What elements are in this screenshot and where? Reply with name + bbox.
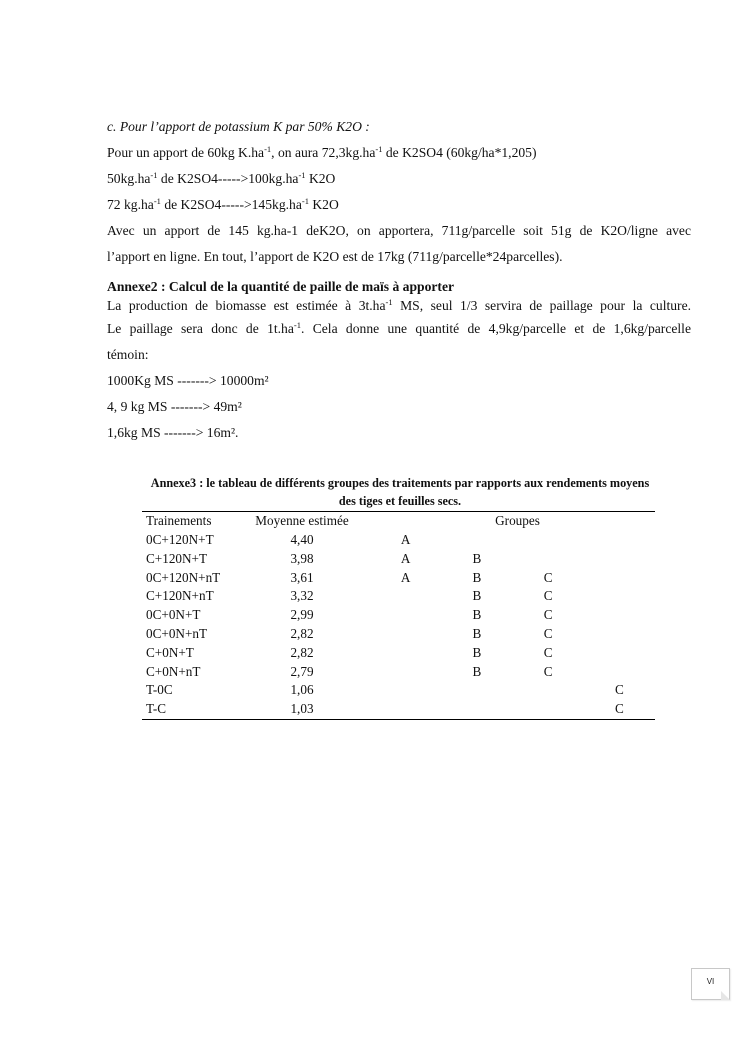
annex3-caption-line-2: des tiges et feuilles secs. (338, 494, 462, 508)
cell-group-c2 (584, 606, 655, 625)
cell-treatment: 0C+0N+T (146, 607, 201, 623)
annex2-title: Annexe2 : Calcul de la quantité de paille de maïs à apporter (107, 279, 455, 294)
cell-group-b: B (472, 550, 482, 566)
annex2-line-2: Le paillage sera donc de $1t.ha^{-1}$. Cela donne une quantité de 4,9kg/parcelle et de 1,6kg/parcelle (107, 320, 691, 336)
document-body (107, 114, 691, 446)
section-c-line-4: Avec un apport de 145 kg.ha-1 deK2O, on apportera, 711g/parcelle soit 51g de K2O/ligne avec (107, 223, 691, 238)
cell-mean: 3,61 (290, 569, 314, 585)
cell-treatment: C+0N+nT (146, 663, 201, 679)
cell-group-c (513, 531, 584, 550)
cell-mean: 1,03 (290, 701, 314, 717)
section-c-title: c. Pour l’apport de potassium K par 50% K2O : (107, 119, 370, 134)
cell-group-c (513, 700, 584, 719)
section-c-line-3: 72 $kg.ha^{-1}$ de $K2SO4----->145kg.ha^{-1}$ K2O (107, 196, 339, 212)
cell-group-a (370, 644, 441, 663)
cell-group-b: B (472, 569, 482, 585)
cell-mean: 4,40 (290, 532, 314, 547)
annex3-caption-line-1: Annexe3 : le tableau de différents groupes des traitements par rapports aux rendements moyens (150, 476, 650, 490)
annex2-line-6: 1,6kg MS -------> 16m². (107, 425, 239, 440)
table-row (142, 531, 655, 550)
cell-group-c: C (543, 569, 553, 585)
table-bottom-rule (142, 719, 655, 720)
cell-mean: 3,32 (290, 588, 314, 604)
cell-group-c: C (543, 644, 553, 660)
cell-mean: 2,82 (290, 625, 314, 641)
cell-group-b: B (472, 644, 482, 660)
cell-treatment: C+0N+T (146, 644, 194, 660)
table-row (142, 587, 655, 606)
annex3-table (142, 511, 655, 720)
cell-group-c: C (543, 588, 553, 604)
page-number-badge (691, 968, 730, 1000)
cell-group-a: A (400, 550, 411, 566)
annex3-caption (110, 474, 690, 510)
table-row (142, 606, 655, 625)
cell-group-a (370, 681, 441, 700)
cell-group-b (441, 681, 512, 700)
cell-mean: 2,82 (290, 644, 314, 660)
cell-group-c2 (584, 625, 655, 644)
cell-group-c2 (584, 644, 655, 663)
section-c-line-5: l’apport en ligne. En tout, l’apport de K2O est de 17kg (711g/parcelle*24parcelles). (107, 249, 563, 264)
cell-group-a: A (400, 569, 411, 585)
cell-group-c: C (543, 663, 553, 679)
section-c-line-2: $50kg.ha^{-1}$ de $K2SO4----->100kg.ha^{-1}$ K2O (107, 170, 336, 186)
cell-group-b (441, 700, 512, 719)
annex2-line-5: 4, 9 kg MS -------> 49m² (107, 399, 242, 414)
table-row (142, 625, 655, 644)
annex2-line-1: La production de biomasse est estimée à $3t.ha^{-1}$ MS, seul 1/3 servira de paillage pour la culture. (107, 297, 691, 313)
cell-group-c (513, 681, 584, 700)
header-groups: Groupes (495, 513, 540, 529)
annex2-line-4: 1000Kg MS -------> 10000m² (107, 373, 269, 388)
cell-group-b: B (472, 588, 482, 604)
cell-mean: 3,98 (290, 550, 314, 566)
cell-mean: 2,99 (290, 607, 314, 623)
cell-treatment: 0C+0N+nT (146, 625, 208, 641)
cell-treatment: 0C+120N+nT (146, 569, 221, 585)
cell-group-c2 (584, 531, 655, 550)
cell-group-b: B (472, 625, 482, 641)
page-fold-icon (721, 991, 730, 1000)
cell-group-c: C (543, 607, 553, 623)
table-row (142, 644, 655, 663)
table-row (142, 550, 655, 569)
cell-group-b: B (472, 607, 482, 623)
cell-group-c2 (584, 550, 655, 569)
cell-group-a (370, 606, 441, 625)
cell-group-a (370, 625, 441, 644)
cell-treatment: T-0C (146, 682, 173, 698)
table-header-row (142, 512, 655, 531)
header-treatment: Trainements (146, 513, 212, 529)
section-c-line-1: Pour un apport de 60kg $K.ha^{-1}$, on aura $72,3kg.ha^{-1}$ de K2SO4 (60kg/ha*1,205) (107, 144, 537, 160)
table-row (142, 700, 655, 719)
cell-group-a (370, 663, 441, 682)
cell-group-c2 (584, 587, 655, 606)
table-body (142, 531, 655, 719)
cell-treatment: 0C+120N+T (146, 532, 214, 547)
annex2-line-3: témoin: (107, 347, 149, 362)
cell-group-b (441, 531, 512, 550)
cell-group-a (370, 700, 441, 719)
header-mean: Moyenne estimée (255, 513, 349, 529)
cell-group-c2 (584, 663, 655, 682)
page-number: VI (706, 977, 715, 986)
cell-group-c: C (543, 625, 553, 641)
cell-mean: 1,06 (290, 682, 314, 698)
table-row (142, 663, 655, 682)
cell-treatment: C+120N+T (146, 550, 208, 566)
cell-group-c2: C (614, 682, 624, 698)
cell-group-c2 (584, 569, 655, 588)
cell-treatment: C+120N+nT (146, 588, 214, 604)
groups-table (142, 512, 655, 719)
cell-treatment: T-C (146, 701, 167, 717)
cell-group-c2: C (614, 701, 624, 717)
cell-group-b: B (472, 663, 482, 679)
table-row (142, 681, 655, 700)
cell-group-a: A (400, 532, 411, 547)
cell-mean: 2,79 (290, 663, 314, 679)
cell-group-a (370, 587, 441, 606)
table-row (142, 569, 655, 588)
cell-group-c (513, 550, 584, 569)
